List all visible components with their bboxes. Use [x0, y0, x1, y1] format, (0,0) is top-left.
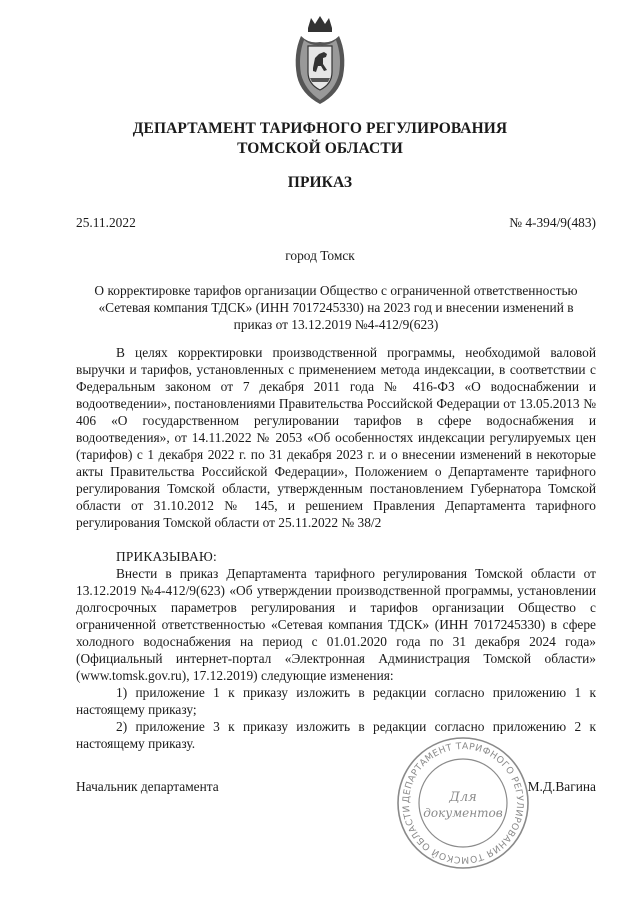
amendment-item-1: 1) приложение 1 к приказу изложить в редакции согласно приложению 1 к настоящему приказу;	[76, 685, 596, 717]
decree-word: ПРИКАЗЫВАЮ:	[116, 549, 217, 564]
preamble-paragraph: В целях корректировки производственной программы, необходимой валовой выручки и тарифов, установленных с применением метода индексации, в соответствии с Федеральным законом от 7 декабря 2011 года № 416-ФЗ «О водоснабжении и водоотведении», постановлениями Правительства Российской Федерации от 13.05.2013 № 406 «О государственном регулировании тарифов в сфере водоснабжения и водоотведения», от 14.11.2022 № 2053 «Об особенностях индексации регулируемых цен (тарифов) с 1 декабря 2022 г. по 31 декабря 2023 г. и о внесении изменений в некоторые акты Правительства Российской Федерации», Положением о Департаменте тарифного регулирования Томской области, утвержденным постановлением Губернатора Томской области от 31.10.2012 № 145, и решением Правления Департамента тарифного регулирования Томской области от 25.11.2022 № 38/2	[76, 345, 596, 530]
order-date: 25.11.2022	[76, 215, 136, 230]
department-title-line1: ДЕПАРТАМЕНТ ТАРИФНОГО РЕГУЛИРОВАНИЯ	[132, 120, 508, 137]
stamp-center-line2: документов	[423, 806, 503, 820]
department-title-line2: ТОМСКОЙ ОБЛАСТИ	[237, 140, 403, 157]
official-stamp	[395, 735, 531, 871]
order-subject	[76, 282, 596, 333]
order-number: № 4-394/9(483)	[509, 215, 596, 230]
document-type: ПРИКАЗ	[287, 174, 353, 191]
amendment-paragraph: Внести в приказ Департамента тарифного регулирования Томской области от 13.12.2019 №4-412/9(623) «Об утверждении производственной программы, установлении долгосрочных параметров регулирования и тарифов организации Общество с ограниченной ответственностью «Сетевая компания ТДСК» (ИНН 7017245330) в сфере холодного водоснабжения на период с 01.01.2020 года по 31 декабря 2024 года» (Официальный интернет-портал «Электронная Администрация Томской области» (www.tomsk.gov.ru), 17.12.2019) следующие изменения:	[76, 566, 596, 683]
subject-line: «Сетевая компания ТДСК» (ИНН 7017245330) на 2023 год и внесении изменений в	[98, 300, 574, 315]
order-body	[76, 344, 596, 752]
stamp-ring-text: ДЕПАРТАМЕНТ ТАРИФНОГО РЕГУЛИРОВАНИЯ ТОМСКОЙ ОБЛАСТИ	[400, 740, 526, 866]
amendment-item-2: 2) приложение 3 к приказу изложить в редакции согласно приложению 2 к настоящему приказу.	[76, 719, 596, 751]
stamp-center-line1: Для	[449, 790, 477, 805]
subject-line: О корректировке тарифов организации Общество с ограниченной ответственностью	[94, 283, 578, 298]
signatory-name: М.Д.Вагина	[527, 779, 596, 794]
signatory-title: Начальник департамента	[76, 779, 219, 794]
subject-line: приказ от 13.12.2019 №4-412/9(623)	[233, 317, 439, 332]
city-name: город Томск	[285, 248, 355, 263]
coat-of-arms-emblem	[291, 14, 349, 106]
